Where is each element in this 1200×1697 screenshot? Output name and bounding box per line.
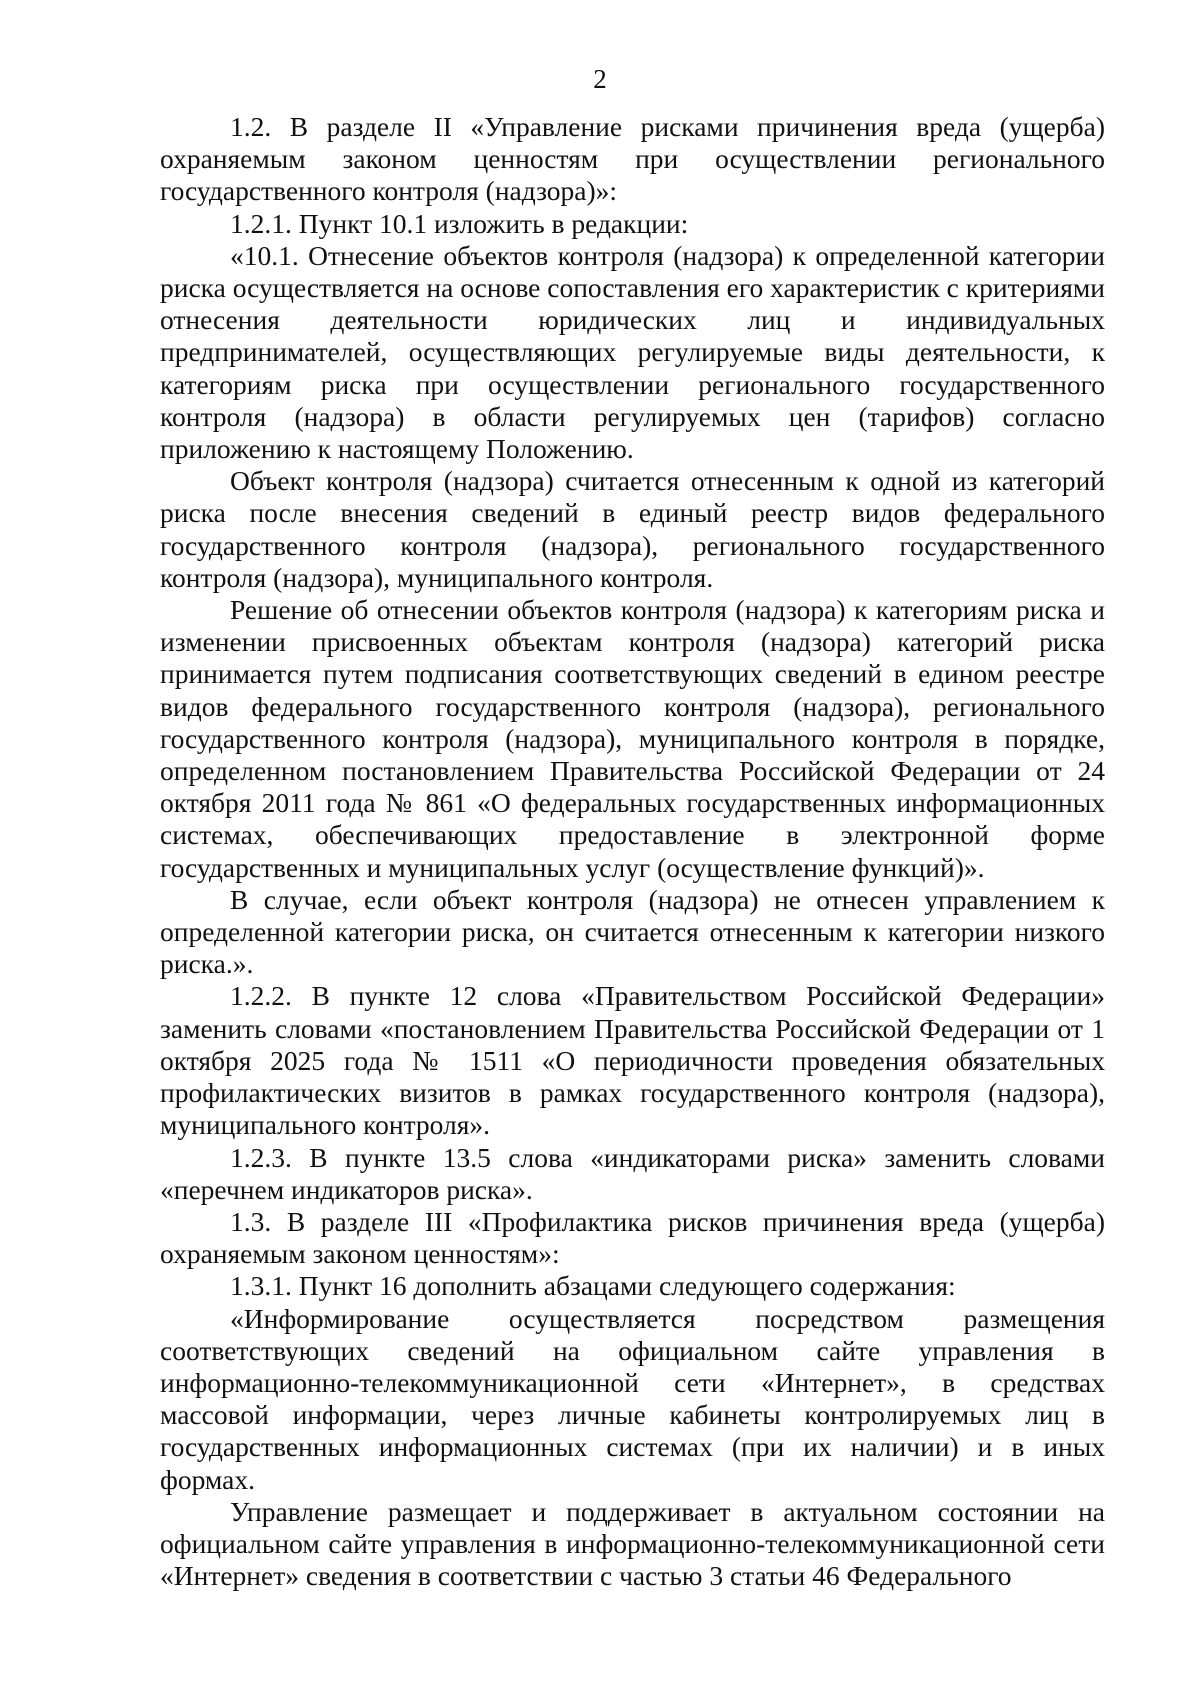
paragraph-website-info: Управление размещает и поддерживает в актуальном состоянии на официальном сайте управления в информационно-телекоммуникационной сети «Интернет» сведения в соответствии с частью 3 статьи 46 Федерального xyxy=(160,1495,1105,1592)
paragraph-item-1-2-1: 1.2.1. Пункт 10.1 изложить в редакции: xyxy=(230,207,689,239)
paragraph-item-10-1: «10.1. Отнесение объектов контроля (надзора) к определенной категории риска осуществляется на основе сопоставления его характеристик с критериями отнесения деятельности юридических лиц и индивидуальных предпринимателей, осуществляющих регулируемые виды деятельности, к категориям риска при осуществлении регионального государственного контроля (надзора) в области регулируемых цен (тарифов) согласно приложению к настоящему Положению. xyxy=(160,239,1105,465)
paragraph-item-1-3-1: 1.3.1. Пункт 16 дополнить абзацами следующего содержания: xyxy=(230,1270,956,1302)
paragraph-informing: «Информирование осуществляется посредством размещения соответствующих сведений на официальном сайте управления в информационно-телекоммуникационной сети «Интернет», в средствах массовой информации, через личные кабинеты контролируемых лиц в государственных информационных системах (при их наличии) и в иных формах. xyxy=(160,1302,1105,1495)
page-number: 2 xyxy=(593,64,607,94)
document-body xyxy=(160,111,1105,1592)
paragraph-low-risk-default: В случае, если объект контроля (надзора) не отнесен управлением к определенной категории риска, он считается отнесенным к категории низкого риска.». xyxy=(160,883,1105,980)
paragraph-risk-category-decision: Решение об отнесении объектов контроля (надзора) к категориям риска и изменении присвоенных объектам контроля (надзора) категорий риска принимается путем подписания соответствующих сведений в едином реестре видов федерального государственного контроля (надзора), регионального государственного контроля (надзора), муниципального контроля в порядке, определенном постановлением Правительства Российской Федерации от 24 октября 2011 года № 861 «О федеральных государственных информационных системах, обеспечивающих предоставление в электронной форме государственных и муниципальных услуг (осуществление функций)». xyxy=(160,594,1105,883)
paragraph-section-3-intro: 1.3. В разделе III «Профилактика рисков причинения вреда (ущерба) охраняемым законом ценностям»: xyxy=(160,1205,1105,1270)
paragraph-section-2-intro: 1.2. В разделе II «Управление рисками причинения вреда (ущерба) охраняемым законом ценностям при осуществлении регионального государственного контроля (надзора)»: xyxy=(160,111,1105,207)
paragraph-item-1-2-3: 1.2.3. В пункте 13.5 слова «индикаторами риска» заменить словами «перечнем индикаторов риска». xyxy=(160,1141,1105,1205)
paragraph-risk-category-registry: Объект контроля (надзора) считается отнесенным к одной из категорий риска после внесения сведений в единый реестр видов федерального государственного контроля (надзора), регионального государственного контроля (надзора), муниципального контроля. xyxy=(160,465,1105,593)
paragraph-item-1-2-2: 1.2.2. В пункте 12 слова «Правительством Российской Федерации» заменить словами «постановлением Правительства Российской Федерации от 1 октября 2025 года № 1511 «О периодичности проведения обязательных профилактических визитов в рамках государственного контроля (надзора), муниципального контроля». xyxy=(160,980,1105,1141)
